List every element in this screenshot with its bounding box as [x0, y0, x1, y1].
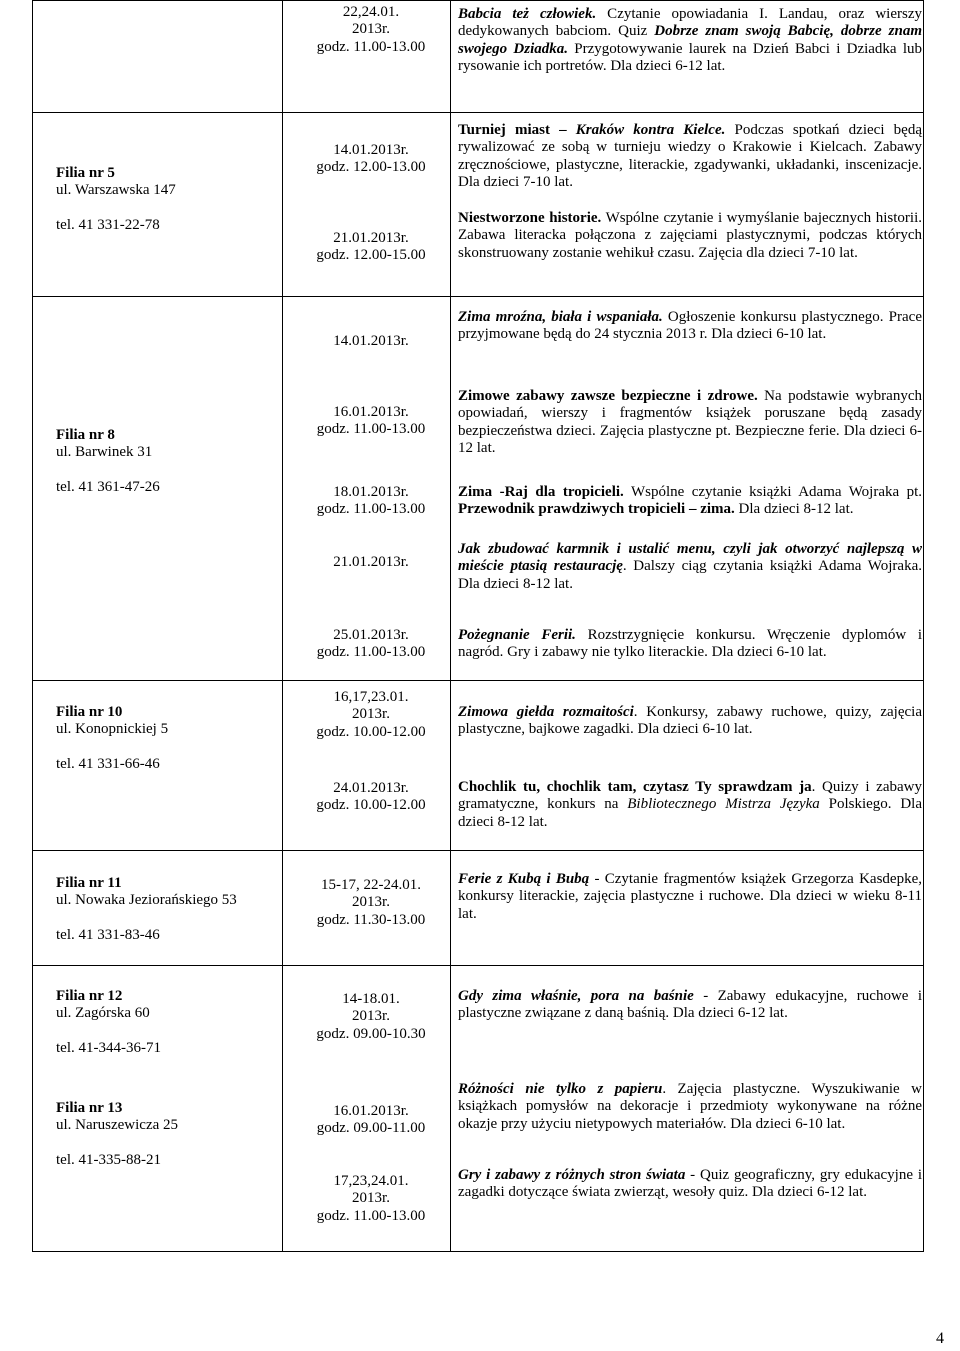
event-description: Zimowa giełda rozmaitości. Konkursy, zabawy ruchowe, quizy, zajęcia plastyczne, bajkowe zagadki. Dla dzieci 6-10 lat. — [458, 704, 922, 738]
library-name: Filia nr 10 — [56, 704, 123, 720]
table-row — [32, 680, 924, 851]
date-time: 14.01.2013r. godz. 12.00-13.00 — [316, 142, 426, 176]
event-description: Zima mroźna, biała i wspaniała. Ogłoszenie konkursu plastycznego. Prace przyjmowane będą do 24 stycznia 2013 r. Dla dzieci 6-10 lat. — [458, 309, 922, 343]
date-time: 21.01.2013r. godz. 12.00-15.00 — [316, 230, 426, 264]
date-time: 24.01.2013r. godz. 10.00-12.00 — [316, 780, 426, 814]
library-name: Filia nr 11 — [56, 875, 122, 891]
table-row — [32, 296, 924, 681]
library-address: ul. Naruszewicza 25 — [56, 1117, 179, 1134]
date-time: 16.01.2013r. godz. 11.00-13.00 — [316, 404, 426, 438]
library-address: ul. Nowaka Jeziorańskiego 53 — [56, 892, 237, 909]
library-name: Filia nr 5 — [56, 165, 115, 181]
event-description: Babcia też człowiek. Czytanie opowiadania I. Landau, oraz wierszy dedykowanych babciom. Quiz Dobrze znam swoją Babcię, dobrze znam swojego Dziadka. Przygotowywanie laurek na Dzień Babci i Dziadka lub rysowanie ich portretów. Dla dzieci 6-12 lat. — [458, 6, 922, 74]
date-time: 14-18.01. 2013r. godz. 09.00-10.30 — [316, 991, 426, 1042]
event-description: Turniej miast – Kraków kontra Kielce. Podczas spotkań dzieci będą rywalizować ze sobą w turnieju wiedzy o Krakowie i Kielcach. Zabawy zręcznościowe, plastyczne, literackie, zgadywanki, układanki, inscenizacje. Dla dzieci 7-10 lat. — [458, 122, 922, 190]
library-info — [56, 165, 300, 234]
event-description: Gdy zima właśnie, pora na baśnie - Zabawy edukacyjne, ruchowe i plastyczne związane z daną baśnią. Dla dzieci 6-12 lat. — [458, 988, 923, 1022]
schedule-table — [32, 0, 924, 1252]
library-phone: tel. 41 331-22-78 — [56, 216, 160, 233]
event-description: Gry i zabawy z różnych stron świata - Quiz geograficzny, gry edukacyjne i zagadki dotyczące świata zwierząt, wesoły quiz. Dla dzieci 6-12 lat. — [458, 1167, 922, 1201]
table-row — [32, 0, 924, 113]
library-address: ul. Zagórska 60 — [56, 1005, 150, 1022]
table-row — [32, 112, 924, 297]
page-number: 4 — [936, 1330, 944, 1347]
library-phone: tel. 41-335-88-21 — [56, 1151, 161, 1168]
date-time: 18.01.2013r. godz. 11.00-13.00 — [316, 484, 426, 518]
library-address: ul. Barwinek 31 — [56, 444, 153, 461]
event-description: Pożegnanie Ferii. Rozstrzygnięcie konkursu. Wręczenie dyplomów i nagród. Gry i zabawy nie tylko literackie. Dla dzieci 6-10 lat. — [458, 627, 922, 661]
library-info — [56, 1100, 300, 1169]
date-time: 14.01.2013r. — [333, 333, 409, 349]
date-time: 21.01.2013r. — [333, 554, 409, 570]
library-info — [56, 704, 300, 773]
table-row — [32, 965, 924, 1252]
library-name: Filia nr 13 — [56, 1100, 123, 1116]
library-phone: tel. 41 331-83-46 — [56, 926, 160, 943]
date-time: 22,24.01. 2013r. godz. 11.00-13.00 — [316, 4, 426, 55]
event-description: Zimowe zabawy zawsze bezpieczne i zdrowe. Na podstawie wybranych opowiadań, wierszy i fragmentów książek poruszane będą zasady bezpieczeństwa dzieci. Zajęcia plastyczne pt. Bezpieczne ferie. Dla dzieci 6-12 lat. — [458, 388, 922, 456]
event-description: Różności nie tylko z papieru. Zajęcia plastyczne. Wyszukiwanie w książkach pomysłów na dekoracje i przedmioty wykonywane na różne okazje przy użyciu nietypowych materiałów. Dla dzieci 6-10 lat. — [458, 1081, 922, 1132]
date-time: 17,23,24.01. 2013r. godz. 11.00-13.00 — [316, 1173, 426, 1224]
table-row — [32, 850, 924, 966]
library-info — [56, 875, 300, 944]
library-info — [56, 988, 300, 1057]
event-description: Chochlik tu, chochlik tam, czytasz Ty sprawdzam ja. Quizy i zabawy gramatyczne, konkurs na Bibliotecznego Mistrza Języka Polskiego. Dla dzieci 8-12 lat. — [458, 779, 922, 830]
library-address: ul. Konopnickiej 5 — [56, 721, 169, 738]
event-description: Ferie z Kubą i Bubą - Czytanie fragmentów książek Grzegorza Kasdepke, konkursy literackie, zajęcia plastyczne i ruchowe. Dla dzieci w wieku 8-11 lat. — [458, 871, 922, 922]
library-name: Filia nr 12 — [56, 988, 123, 1004]
event-description: Niestworzone historie. Wspólne czytanie i wymyślanie bajecznych historii. Zabawa literacka połączona z zajęciami plastycznymi, podczas których skonstruowany zostanie wehikuł czasu. Zajęcia dla dzieci 7-10 lat. — [458, 210, 922, 261]
date-time: 16.01.2013r. godz. 09.00-11.00 — [316, 1103, 426, 1137]
library-phone: tel. 41 361-47-26 — [56, 478, 160, 495]
date-time: 16,17,23.01. 2013r. godz. 10.00-12.00 — [316, 689, 426, 740]
library-name: Filia nr 8 — [56, 427, 115, 443]
date-block — [290, 4, 452, 56]
library-info — [56, 427, 300, 496]
library-phone: tel. 41 331-66-46 — [56, 755, 160, 772]
date-time: 25.01.2013r. godz. 11.00-13.00 — [316, 627, 426, 661]
event-description: Jak zbudować karmnik i ustalić menu, czyli jak otworzyć najlepszą w mieście ptasią restaurację. Dalszy ciąg czytania książki Adama Wojraka. Dla dzieci 8-12 lat. — [458, 541, 922, 592]
library-phone: tel. 41-344-36-71 — [56, 1039, 161, 1056]
date-time: 15-17, 22-24.01. 2013r. godz. 11.30-13.00 — [316, 877, 426, 928]
event-description: Zima -Raj dla tropicieli. Wspólne czytanie książki Adama Wojraka pt. Przewodnik prawdziwych tropicieli – zima. Dla dzieci 8-12 lat. — [458, 484, 922, 518]
library-address: ul. Warszawska 147 — [56, 182, 176, 199]
